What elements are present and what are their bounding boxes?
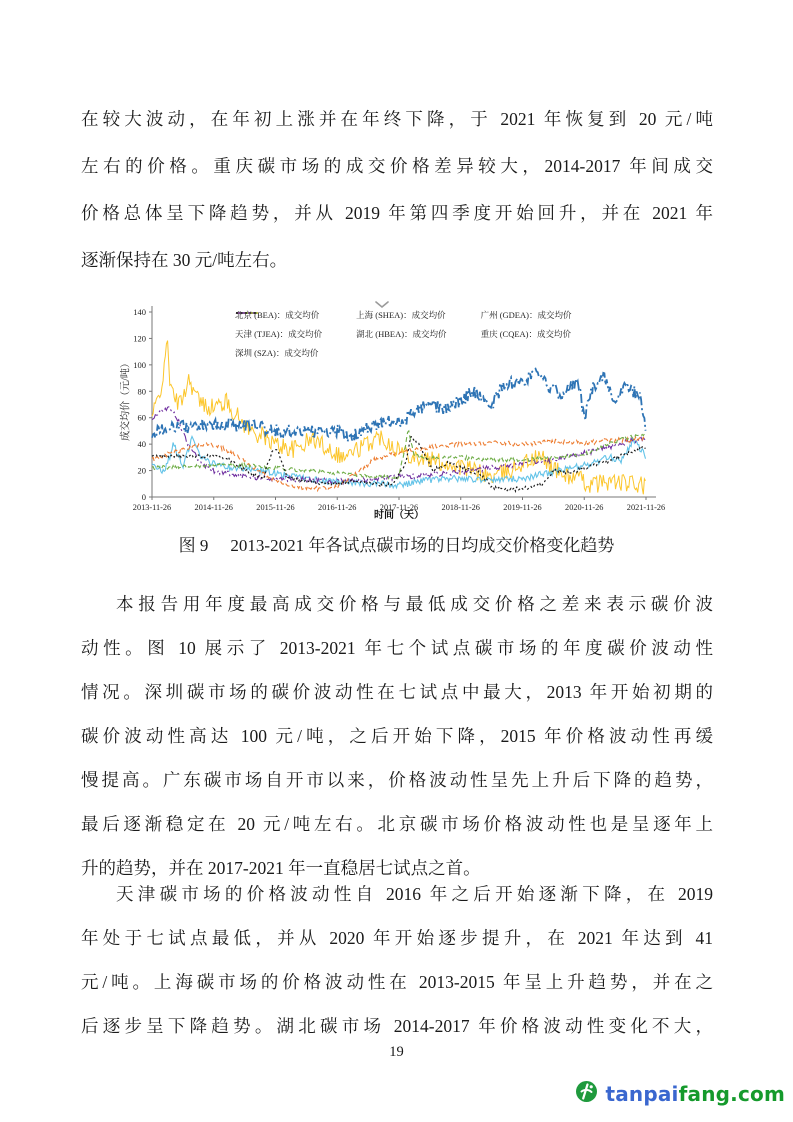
x-tick-label: 2021-11-26 — [626, 503, 666, 512]
legend-item-tianjin — [235, 328, 322, 340]
paragraph — [81, 582, 713, 890]
legend-label: 天津 (TJEA)：成交均价 — [235, 329, 323, 339]
x-tick-label: 2017-11-26 — [379, 503, 419, 512]
y-axis-label: 成交均价（元/吨） — [120, 358, 132, 441]
text-line: 天津碳市场的价格波动性自 2016 年之后开始逐渐下降，在 2019 — [116, 884, 713, 904]
text-line: 年处于七试点最低，并从 2020 年开始逐步提升，在 2021 年达到 41 — [81, 928, 713, 948]
figure9-chart — [113, 296, 680, 534]
legend-label: 广州 (GDEA)：成交均价 — [480, 310, 572, 320]
text-line: 价格总体呈下降趋势，并从 2019 年第四季度开始回升，并在 2021 年 — [81, 203, 713, 223]
figure-caption-text: 2013-2021 年各试点碳市场的日均成交价格变化趋势 — [230, 536, 615, 555]
legend-column — [481, 309, 572, 359]
legend-item-hubei — [356, 328, 446, 340]
figure-caption — [0, 531, 793, 556]
legend-label: 深圳 (SZA)：成交均价 — [235, 348, 319, 358]
series-hubei-line — [152, 431, 646, 479]
logo-text-blue: tanpai — [605, 1082, 679, 1106]
x-tick-label: 2019-11-26 — [503, 503, 542, 512]
legend-item-chongqing — [481, 328, 572, 340]
series-shenzhen-line — [152, 341, 646, 495]
x-tick-label: 2013-11-26 — [132, 503, 172, 512]
y-tick-label: 100 — [133, 359, 146, 370]
legend-label: 北京 (BEA)：成交均价 — [235, 310, 320, 320]
legend-label: 重庆 (CQEA)：成交均价 — [480, 329, 571, 339]
logo-text-green: fang.com — [678, 1082, 785, 1106]
text-line: 最后逐渐稳定在 20 元/吨左右。北京碳市场价格波动性也是呈逐年上 — [81, 814, 713, 834]
text-line: 慢提高。广东碳市场自开市以来，价格波动性呈先上升后下降的趋势， — [81, 770, 713, 790]
text-line: 升的趋势，并在 2017-2021 年一直稳居七试点之首。 — [81, 858, 481, 878]
legend-item-shenzhen — [235, 347, 322, 359]
y-tick-label: 0 — [141, 492, 146, 502]
legend-label: 湖北 (HBEA)：成交均价 — [356, 329, 447, 339]
paragraph — [81, 96, 713, 284]
text-line: 碳价波动性高达 100 元/吨，之后开始下降，2015 年价格波动性再缓 — [81, 726, 713, 746]
y-tick-label: 20 — [137, 465, 146, 476]
figure-caption-label: 图 9 — [178, 536, 209, 555]
y-tick-label: 40 — [137, 439, 146, 450]
logo-text — [605, 1082, 785, 1106]
legend-label: 上海 (SHEA)：成交均价 — [356, 310, 446, 320]
tanpaifang-logo[interactable] — [575, 1080, 785, 1108]
legend-item-shanghai — [356, 309, 446, 321]
x-axis-label: 时间（天） — [374, 510, 424, 521]
text-line: 情况。深圳碳市场的碳价波动性在七试点中最大，2013 年开始初期的 — [81, 682, 713, 702]
paragraph — [81, 872, 713, 1048]
text-line: 动性。图 10 展示了 2013-2021 年七个试点碳市场的年度碳价波动性 — [81, 638, 713, 658]
tanpaifang-leaf-icon — [575, 1080, 598, 1108]
text-line: 在较大波动，在年初上涨并在年终下降，于 2021 年恢复到 20 元/吨 — [81, 109, 713, 129]
text-line: 左右的价格。重庆碳市场的成交价格差异较大，2014-2017 年间成交 — [81, 156, 713, 176]
x-tick-label: 2020-11-26 — [565, 503, 604, 512]
x-tick-label: 2018-11-26 — [441, 503, 480, 512]
chart-legend — [235, 309, 571, 359]
y-tick-label: 140 — [133, 307, 146, 317]
x-tick-label: 2015-11-26 — [256, 503, 295, 512]
y-tick-label: 80 — [137, 386, 146, 397]
text-line: 逐渐保持在 30 元/吨左右。 — [81, 250, 288, 270]
text-line: 本报告用年度最高成交价格与最低成交价格之差来表示碳价波 — [116, 594, 713, 614]
text-line: 元/吨。上海碳市场的价格波动性在 2013-2015 年呈上升趋势，并在之 — [81, 972, 713, 992]
y-tick-label: 120 — [133, 333, 146, 344]
page-number: 19 — [389, 1044, 404, 1060]
legend-swatch-chongqing — [235, 309, 259, 317]
x-tick-label: 2014-11-26 — [194, 503, 233, 512]
series-beijing-line — [152, 369, 646, 442]
text-line: 后逐步呈下降趋势。湖北碳市场 2014-2017 年价格波动性变化不大， — [81, 1016, 713, 1036]
legend-item-guangzhou — [481, 309, 572, 321]
x-tick-label: 2016-11-26 — [318, 503, 357, 512]
y-tick-label: 60 — [137, 412, 146, 423]
legend-column — [356, 309, 446, 359]
